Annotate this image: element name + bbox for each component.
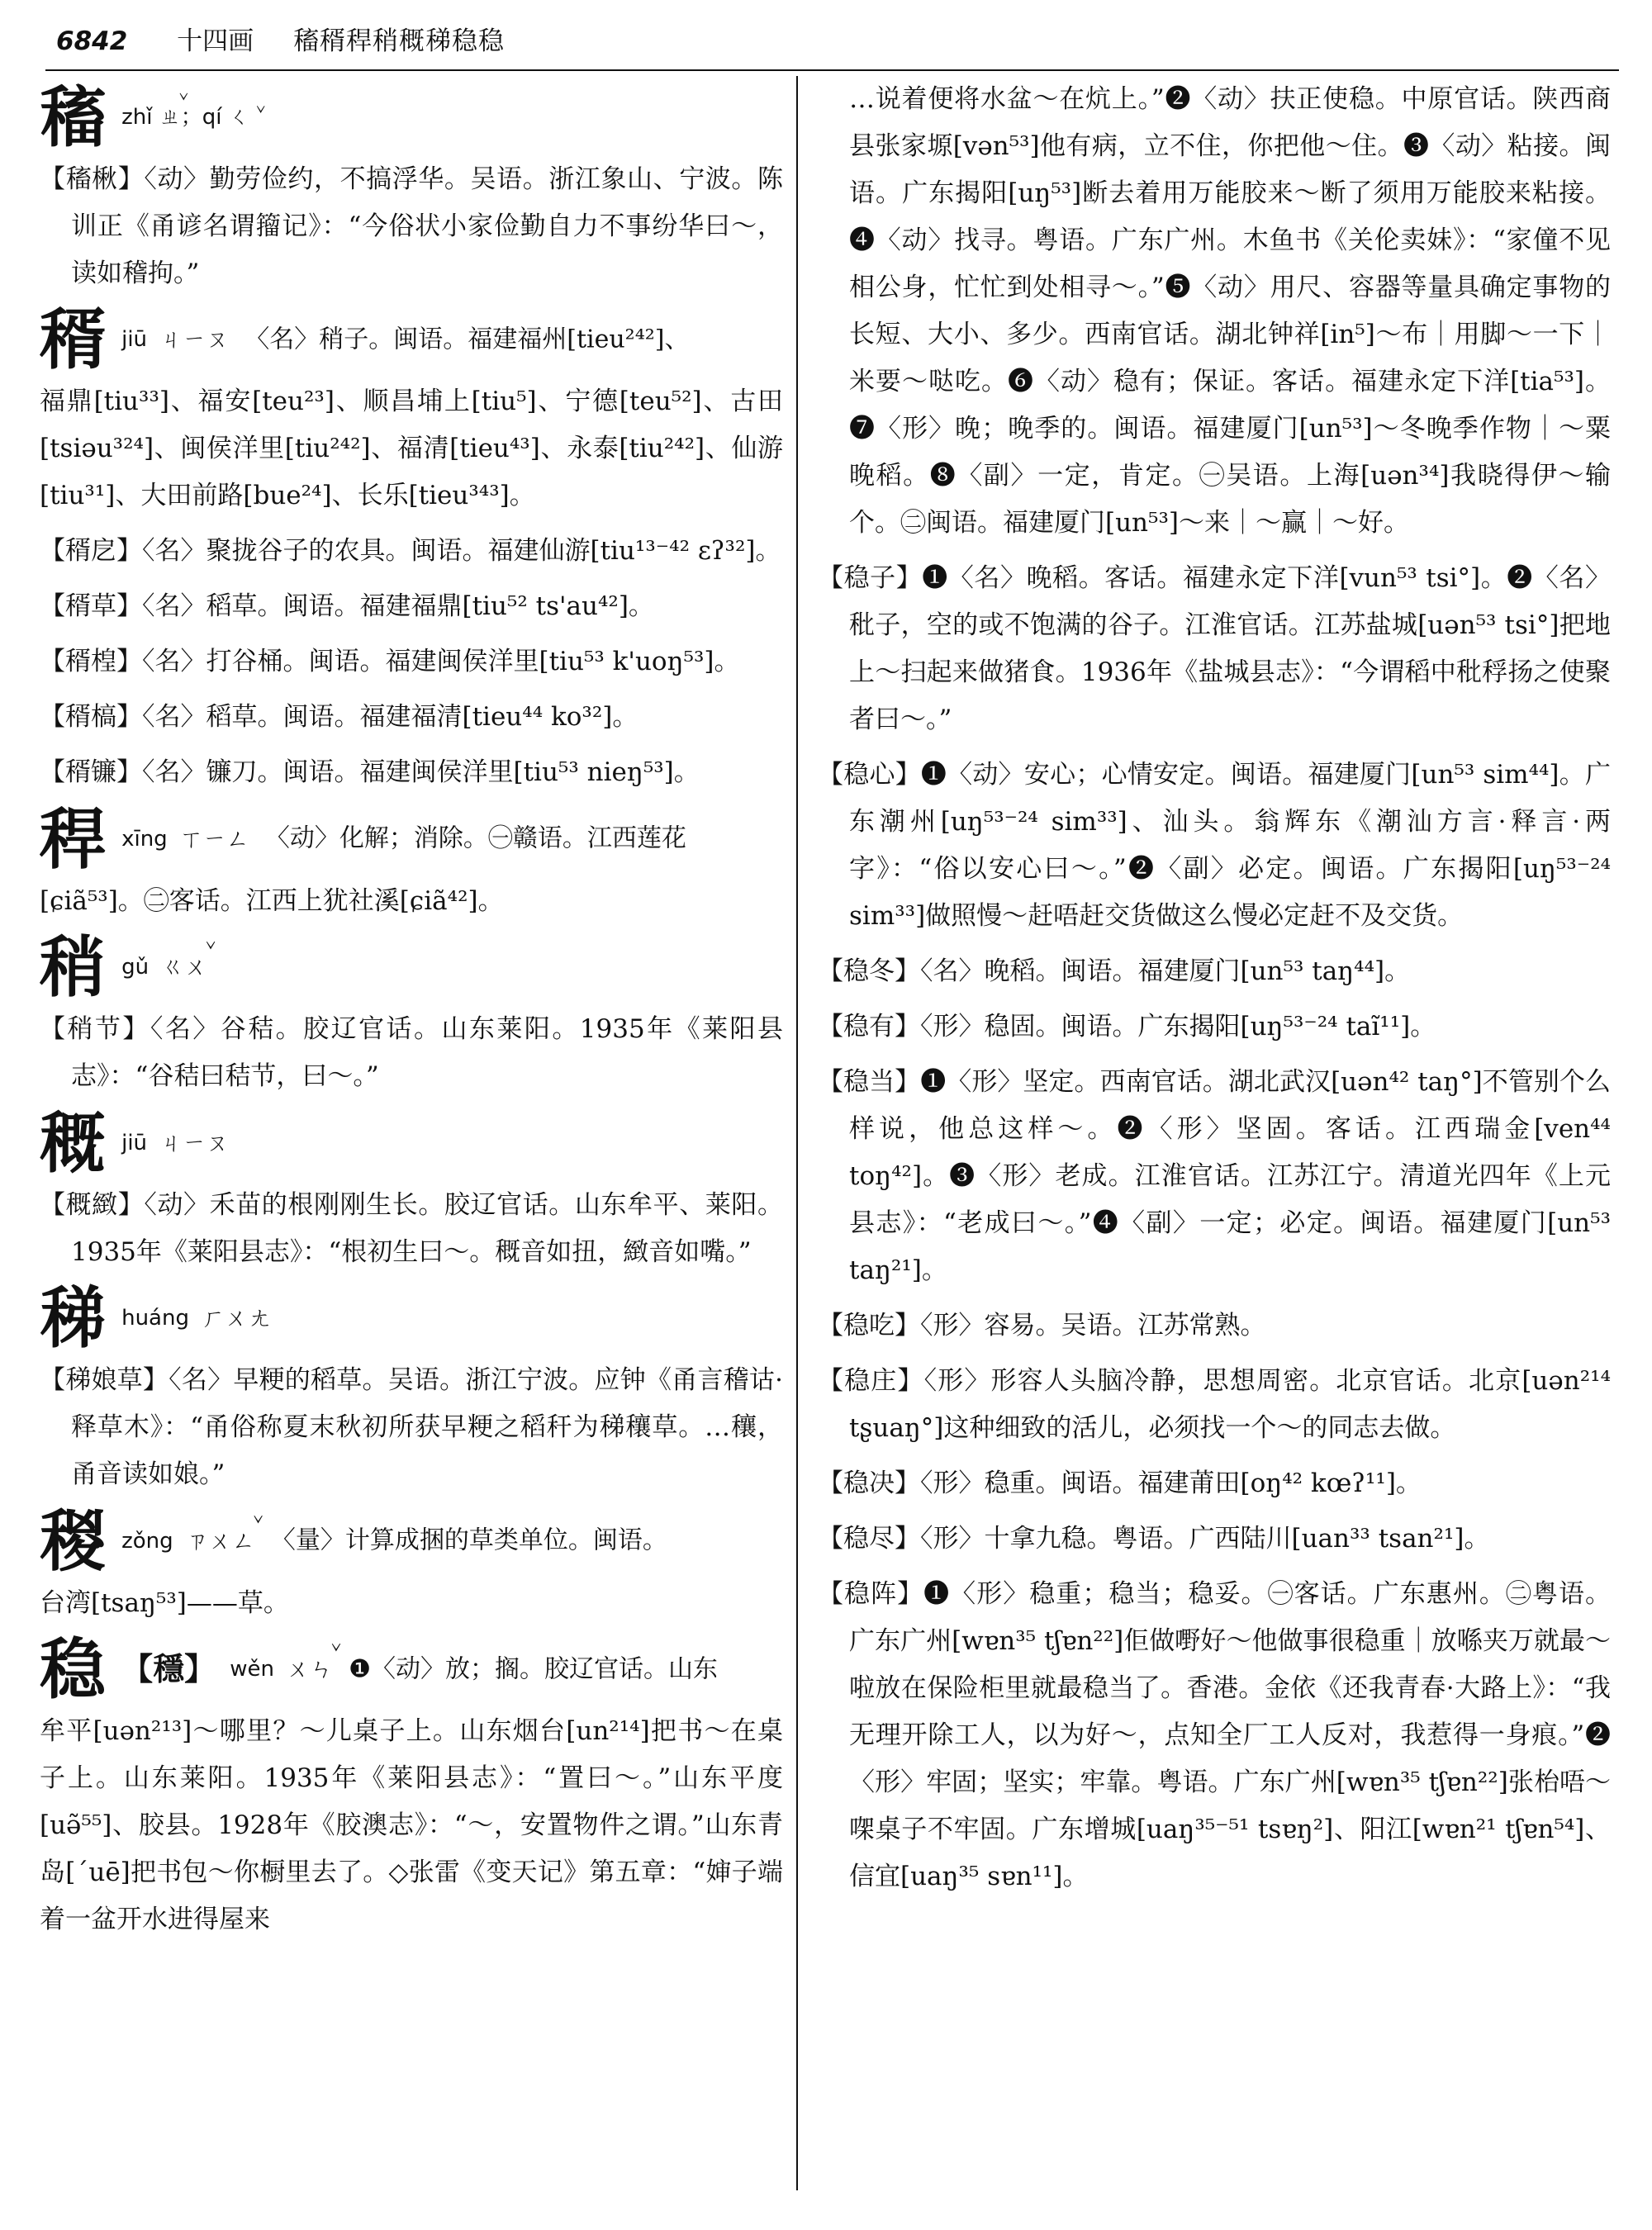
sub-entry: 【稳有】〈形〉稳固。闽语。广东揭阳[uŋ⁵³⁻²⁴ taĩ¹¹]。 (818, 1012, 1436, 1041)
headword-definition: 〈动〉化解；消除。㊀赣语。江西莲花 (264, 823, 686, 853)
headword-char: 稸 (40, 78, 106, 156)
definition-continuation: 台湾[tsaŋ⁵³]——草。 (40, 1587, 289, 1618)
sub-entry: 【稳庄】〈形〉形容人头脑冷静，思想周密。北京官话。北京[uən²¹⁴ tʂuaŋ°]这种细致的活儿，必须找一个～的同志去做。 (818, 1366, 1611, 1443)
head-entry (40, 1279, 783, 1357)
sub-entry: 【稳阵】❶〈形〉稳重；稳当；稳妥。㊀客话。广东惠州。㊁粤语。广东广州[wɐn³⁵ tʃɐn²²]佢做嘢好～他做事很稳重｜放喺夹万就最～啦放在保险柜里就最稳当了。香港。金依《还我青春·大路上》：“我无理开除工人，以为好～，点知全厂工人反对，我惹得一身痕。”❷〈形〉牢固；坚实；牢靠。粤语。广东广州[wɐn³⁵ tʃɐn²²]张枱唔～㗎桌子不牢固。广东增城[uaŋ³⁵⁻⁵¹ tsɐŋ²]、阳江[wɐn²¹ tʃɐn⁵⁴]、信宜[uaŋ³⁵ sɐn¹¹]。 (818, 1579, 1611, 1891)
headword-definition: 〈量〉计算成捆的草类单位。闽语。 (270, 1525, 667, 1555)
headword-char: 稰 (40, 301, 106, 378)
headword-char: 稯 (40, 1502, 106, 1580)
headword-char: 稈 (40, 799, 106, 878)
sub-entry: 【稰镰】〈名〉镰刀。闽语。福建闽侯洋里[tiu⁵³ nieŋ⁵³]。 (40, 757, 700, 787)
sub-entry: 【稊娘草】〈名〉早粳的稻草。吴语。浙江宁波。应钟《甬言稽诂·释草木》：“甬俗称夏末秋初所获早粳之稻秆为稊穰草。…穰，甬音读如娘。” (40, 1365, 783, 1489)
headword-pronunciation: jiū (121, 327, 148, 352)
headword-pronunciation: huáng (121, 1306, 189, 1331)
sub-entry: 【稰楻】〈名〉打谷桶。闽语。福建闽侯洋里[tiu⁵³ k'uoŋ⁵³]。 (40, 647, 740, 676)
headword-zhuyin: ㄨㄣ̌ (287, 1655, 334, 1682)
definition-continuation: [ɕiã⁵³]。㊁客话。江西上犹社溪[ɕiã⁴²]。 (40, 885, 504, 916)
headword-char: 稊 (40, 1279, 106, 1357)
page-header (56, 18, 1609, 64)
head-entry (40, 301, 783, 378)
left-column (40, 76, 783, 2207)
headword-pronunciation: zǒng (121, 1528, 173, 1554)
page-number: 6842 (56, 26, 128, 56)
headword-pronunciation: jiū (121, 1130, 148, 1155)
sub-entry: 【稰草】〈名〉稻草。闽语。福建福鼎[tiu⁵² ts'au⁴²]。 (40, 591, 654, 621)
sub-entry: 【稳尽】〈形〉十拿九稳。粤语。广西陆川[uan³³ tsan²¹]。 (818, 1524, 1490, 1554)
head-entry (40, 799, 783, 878)
headword-definition: ❶〈动〉放；搁。胶辽官话。山东 (349, 1654, 719, 1683)
head-entry (40, 78, 783, 156)
definition-continuation: 福鼎[tiu³³]、福安[teu²³]、顺昌埔上[tiu⁵]、宁德[teu⁵²]、古田[tsiəu³²⁴]、闽侯洋里[tiu²⁴²]、福清[tieu⁴³]、永泰[tiu²⁴²]、仙游[tiu³¹]、大田前路[bue²⁴]、长乐[tieu³⁴³]。 (40, 387, 783, 510)
headword-char: 穊 (40, 1103, 106, 1182)
definition-continuation: …说着便将水盆～在炕上。”❷〈动〉扶正使稳。中原官话。陕西商县张家塬[vən⁵³]他有病，立不住，你把他～住。❸〈动〉粘接。闽语。广东揭阳[uŋ⁵³]断去着用万能胶来～断了须用万能胶来粘接。❹〈动〉找寻。粤语。广东广州。木鱼书《关伦卖妹》：“家僮不见相公身，忙忙到处相寻～。”❺〈动〉用尺、容器等量具确定事物的长短、大小、多少。西南官话。湖北钟祥[in⁵]～布｜用脚～一下｜米要～哒吃。❻〈动〉稳有；保证。客话。福建永定下洋[tia⁵³]。❼〈形〉晚；晚季的。闽语。福建厦门[un⁵³]～冬晚季作物｜～粟晚稻。❽〈副〉一定，肯定。㊀吴语。上海[uən³⁴]我晓得伊～输个。㊁闽语。福建厦门[un⁵³]～来｜～赢｜～好。 (849, 84, 1611, 538)
headword-zhuyin: ㄗㄨㄥ̌ (185, 1526, 255, 1554)
sub-entry: 【稍节】〈名〉谷秸。胶辽官话。山东莱阳。1935年《莱阳县志》：“谷秸曰秸节，曰～。” (40, 1014, 783, 1091)
headword-zhuyin: ㄏㄨㄤ (202, 1304, 272, 1331)
headword-pronunciation: wěn (230, 1657, 274, 1682)
headword-zhuyin: ㄐㄧㄡ (159, 325, 230, 353)
headword-zhuyin: ㄒㄧㄥ (179, 824, 249, 852)
headword-pronunciation: xīng (121, 826, 168, 852)
headword-char: 稍 (40, 928, 106, 1006)
sub-entry: 【稸楸】〈动〉勤劳俭约，不搞浮华。吴语。浙江象山、宁波。陈训正《甬谚名谓籀记》：“今俗状小家俭勤自力不事纷华曰～，读如稽拘。” (40, 164, 783, 288)
header-characters: 稸稰稈稍穊稊稳稳 (293, 26, 505, 56)
traditional-form: 【穩】 (121, 1650, 216, 1687)
sub-entry: 【稳当】❶〈形〉坚定。西南官话。湖北武汉[uən⁴² taŋ°]不管别个么样说，他总这样～。❷〈形〉坚固。客话。江西瑞金[ven⁴⁴ toŋ⁴²]。❸〈形〉老成。江淮官话。江苏江宁。清道光四年《上元县志》：“老成曰～。”❹〈副〉一定；必定。闽语。福建厦门[un⁵³ taŋ²¹]。 (818, 1067, 1611, 1285)
sub-entry: 【稰戹】〈名〉聚拢谷子的农具。闽语。福建仙游[tiu¹³⁻⁴² ɛʔ³²]。 (40, 536, 781, 566)
sub-entry: 【稳吃】〈形〉容易。吴语。江苏常熟。 (818, 1311, 1266, 1340)
sub-entry: 【稳冬】〈名〉晚稻。闽语。福建厦门[un⁵³ taŋ⁴⁴]。 (818, 956, 1411, 986)
sub-entry: 【稰槁】〈名〉稻草。闽语。福建福清[tieu⁴⁴ ko³²]。 (40, 702, 638, 732)
sub-entry: 【稳心】❶〈动〉安心；心情安定。闽语。福建厦门[un⁵³ sim⁴⁴]。广东潮州[uŋ⁵³⁻²⁴ sim³³]、汕头。翁辉东《潮汕方言·释言·两字》：“俗以安心曰～。”❷〈副〉必定。闽语。广东揭阳[uŋ⁵³⁻²⁴ sim³³]做照慢～赶唔赶交货做这么慢必定赶不及交货。 (818, 760, 1611, 931)
headword-definition: 〈名〉稍子。闽语。福建福州[tieu²⁴²]、 (244, 325, 690, 353)
definition-continuation: 牟平[uən²¹³]～哪里？～儿桌子上。山东烟台[un²¹⁴]把书～在桌子上。山东莱阳。1935年《莱阳县志》：“置曰～。”山东平度[uə̃⁵⁵]、胶县。1928年《胶澳志》：“～，安置物件之谓。”山东青岛[ˊuē]把书包～你橱里去了。◇张雷《变天记》第五章：“婶子端着一盆开水进得屋来 (40, 1716, 783, 1934)
head-entry (40, 1502, 783, 1580)
head-entry (40, 1103, 783, 1182)
column-divider (796, 76, 798, 2190)
sub-entry: 【稳子】❶〈名〉晚稻。客话。福建永定下洋[vun⁵³ tsi°]。❷〈名〉秕子，空的或不饱满的谷子。江淮官话。江苏盐城[uən⁵³ tsi°]把地上～扫起来做猪食。1936年《盐城县志》：“今谓稻中秕稃扬之使聚者曰～。” (818, 563, 1611, 734)
sub-entry: 【穊緻】〈动〉禾苗的根刚刚生长。胶辽官话。山东牟平、莱阳。1935年《莱阳县志》：“根初生曰～。穊音如扭，緻音如嘴。” (40, 1189, 783, 1267)
headword-pronunciation: gǔ (121, 955, 150, 980)
headword-char: 稳 (40, 1630, 106, 1708)
head-entry (40, 1630, 783, 1708)
sub-entry: 【稳决】〈形〉稳重。闽语。福建莆田[oŋ⁴² kœʔ¹¹]。 (818, 1468, 1422, 1498)
stroke-section-label: 十四画 (177, 26, 254, 56)
header-rule (45, 69, 1619, 71)
headword-zhuyin: ㄐㄧㄡ (159, 1128, 230, 1156)
headword-pronunciation: zhǐ ㄓ̌；qí ㄑ̌ (121, 104, 250, 130)
head-entry (40, 928, 783, 1006)
right-column (818, 76, 1611, 2207)
headword-zhuyin: ㄍㄨ̌ (161, 953, 208, 980)
